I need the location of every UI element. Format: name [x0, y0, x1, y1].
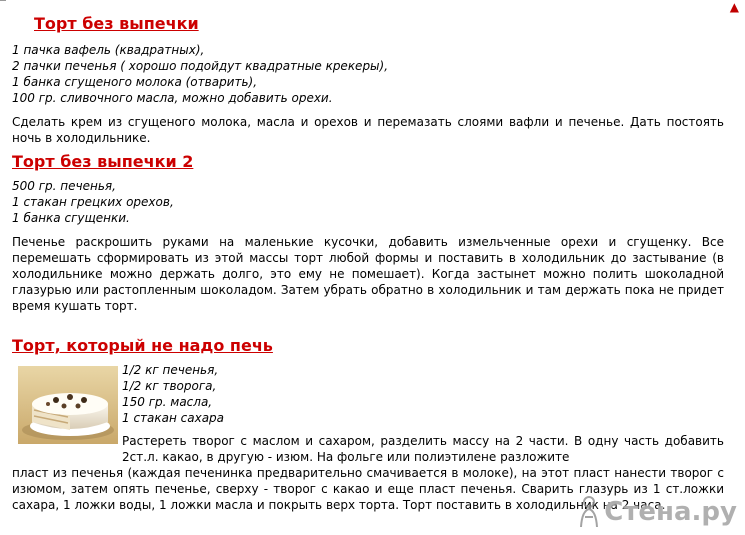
- recipe-1-ingredients: [12, 42, 388, 106]
- ingredient-line: 1/2 кг печенья,: [122, 363, 219, 377]
- watermark-text: Стена.ру: [604, 497, 737, 527]
- ingredient-line: 500 гр. печенья,: [12, 179, 116, 193]
- ingredient-line: 1 банка сгущенки.: [12, 211, 130, 225]
- ingredient-line: 1 пачка вафель (квадратных),: [12, 43, 205, 57]
- recipe-3-instructions-part-1: Растереть творог с маслом и сахаром, разделить массу на 2 части. В одну часть добавить 2ст.л. какао, в другую - изюм. На фольге или полиэтилене разложите: [122, 434, 724, 464]
- recipe-2-instructions: Печенье раскрошить руками на маленькие кусочки, добавить измельченные орехи и сгущенку. Все перемешать сформировать из этой массы торт любой формы и поставить в холодильник до застывание (в холодильнике можно держать долго, это ему не помешает). Когда застынет можно полить шоколадной глазурью или растопленным шоколадом. Затем убрать обратно в холодильник и там держать пока не придет время кушать торт.: [12, 235, 724, 313]
- ingredient-line: 2 пачки печенья ( хорошо подойдут квадратные крекеры),: [12, 59, 389, 73]
- recipe-2-ingredients: [12, 178, 174, 226]
- recipe-1-instructions: Сделать крем из сгущеного молока, масла и орехов и перемазать слоями вафли и печенье. Дать постоять ночь в холодильнике.: [12, 115, 724, 145]
- scroll-up-arrow-icon[interactable]: ▲: [729, 0, 739, 14]
- watermark-figure-icon: [576, 495, 602, 529]
- ingredient-line: 1/2 кг творога,: [122, 379, 217, 393]
- recipe-title-2[interactable]: Торт без выпечки 2: [12, 152, 194, 171]
- top-left-border: [0, 0, 6, 4]
- ingredient-line: 1 стакан сахара: [122, 411, 225, 425]
- recipe-3-instructions-part-2: пласт из печенья (каждая печенинка предварительно смачивается в молоке), на этот пласт нанести творог с изюмом, затем опять печенье, сверху - творог с какао и еще пласт печенья. Сварить глазурь из 1 ст.ложки сахара, 1 ложки воды, 1 ложки масла и покрыть верх торта. Торт поставить в холодильник на 2 часа.: [12, 466, 724, 512]
- cake-photo: [18, 366, 118, 444]
- ingredient-line: 100 гр. сливочного масла, можно добавить орехи.: [12, 91, 333, 105]
- recipe-title-3[interactable]: Торт, который не надо печь: [12, 336, 273, 355]
- recipe-3-ingredients: [122, 362, 224, 426]
- site-watermark: [576, 495, 737, 529]
- ingredient-line: 150 гр. масла,: [122, 395, 213, 409]
- ingredient-line: 1 стакан грецких орехов,: [12, 195, 174, 209]
- ingredient-line: 1 банка сгущеного молока (отварить),: [12, 75, 258, 89]
- recipe-title-1[interactable]: Торт без выпечки: [34, 14, 199, 33]
